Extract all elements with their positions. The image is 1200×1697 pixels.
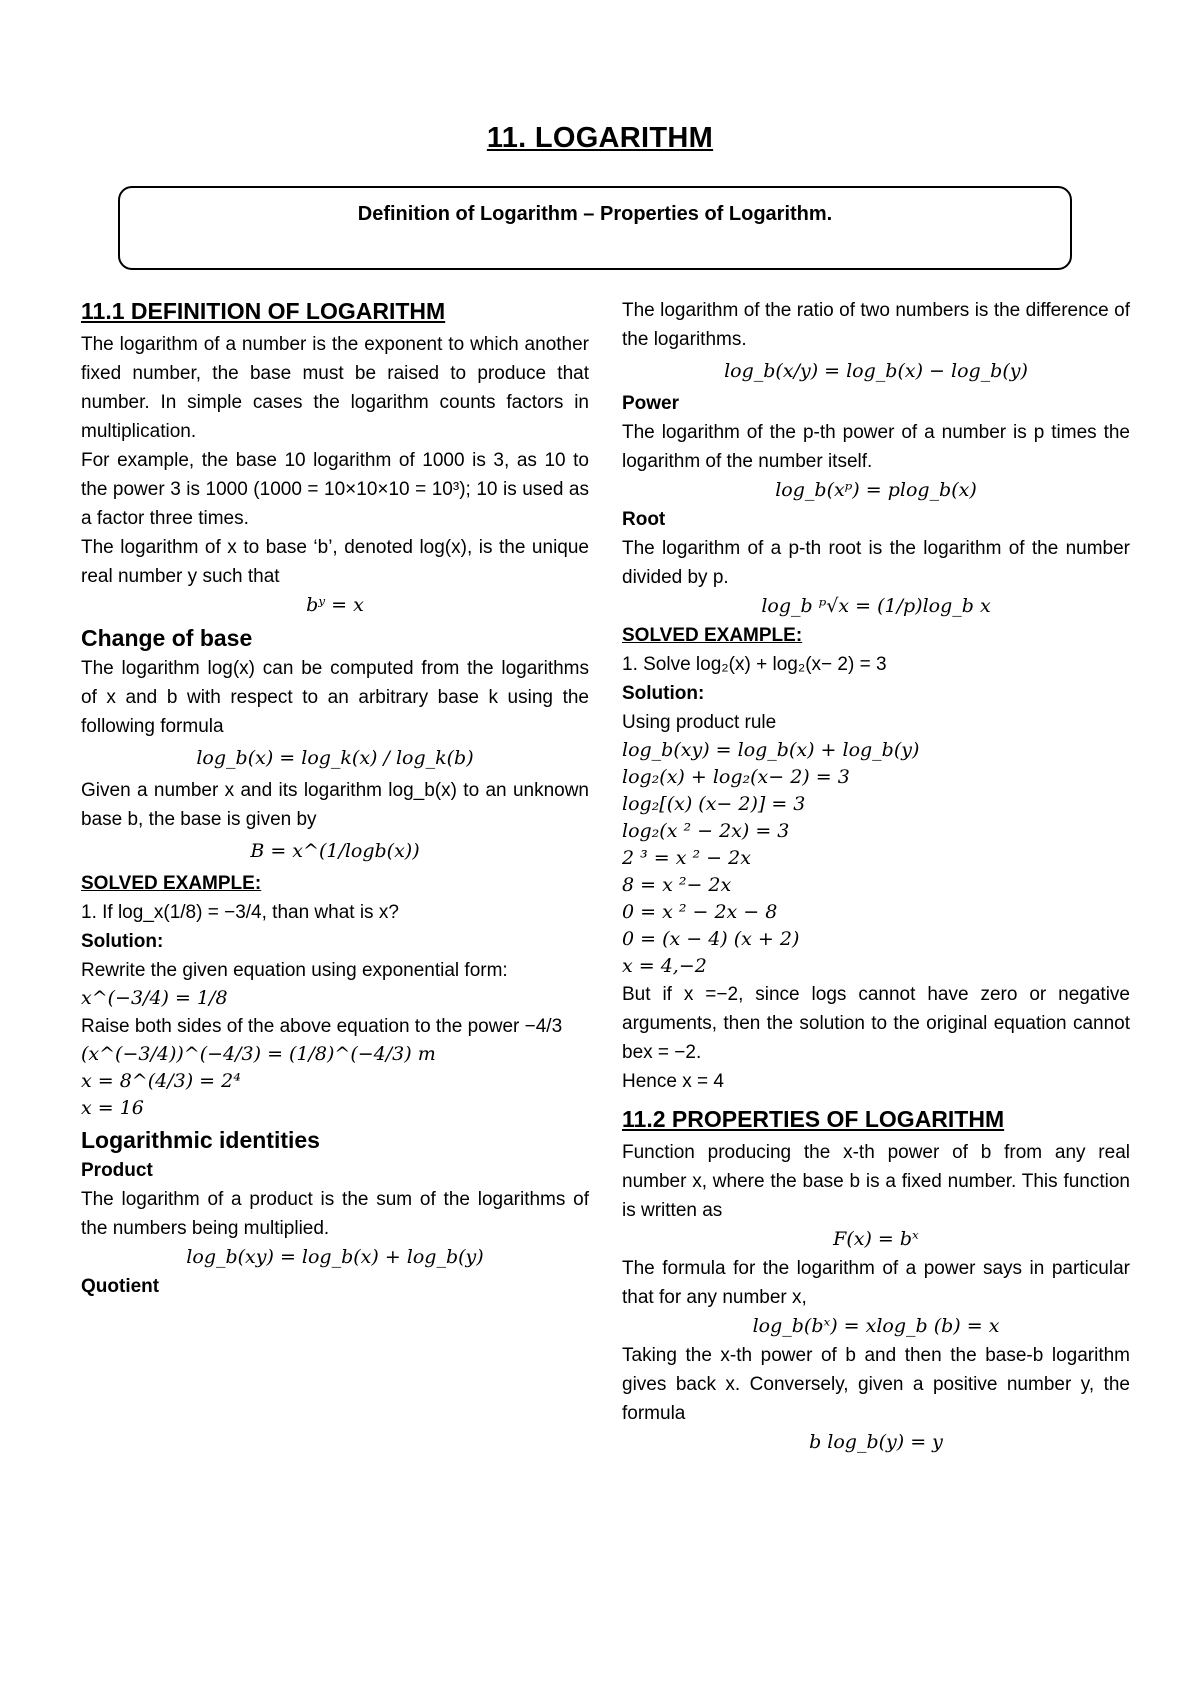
root-label: Root xyxy=(622,509,666,530)
identities-heading: Logarithmic identities xyxy=(81,1127,320,1153)
solution-label: Solution: xyxy=(81,931,164,952)
example-paragraph: For example, the base 10 logarithm of 1000 is 3, as 10 to the power 3 is 1000 (1000 = 10×10×10 = 10³); 10 is used as a factor three times. xyxy=(81,450,589,529)
but-paragraph: But if x =−2, since logs cannot have zero or negative arguments, then the solution to the original equation cannot bex = −2. xyxy=(622,984,1130,1063)
rewrite-line: Rewrite the given equation using exponential form: xyxy=(81,960,508,981)
subtitle: Definition of Logarithm – Properties of Logarithm. xyxy=(357,203,833,225)
product-label: Product xyxy=(81,1160,153,1181)
product-rule-line: Using product rule xyxy=(622,712,777,733)
example-question-right: 1. Solve log₂(x) + log₂(x− 2) = 3 xyxy=(622,654,887,675)
section-heading-properties: 11.2 PROPERTIES OF LOGARITHM xyxy=(622,1106,1005,1132)
taking-paragraph: Taking the x-th power of b and then the base-b logarithm gives back x. Conversely, given a positive number y, the formula xyxy=(622,1345,1130,1424)
change-of-base-paragraph: The logarithm log(x) can be computed from the logarithms of x and b with respect to an arbitrary base k using the following formula xyxy=(81,658,589,737)
left-column xyxy=(81,296,589,1301)
quotient-paragraph: The logarithm of the ratio of two numbers is the difference of the logarithms. xyxy=(622,300,1130,350)
quotient-equation: log_b(x/y) = log_b(x) − log_b(y) xyxy=(724,360,1028,382)
power-paragraph: The logarithm of the p-th power of a number is p times the logarithm of the number itself. xyxy=(622,422,1130,472)
function-paragraph: Function producing the x-th power of b from any real number x, where the base b is a fixed number. This function is written as xyxy=(622,1142,1130,1221)
solution-step: 8 = x ²− 2x xyxy=(622,874,732,896)
solution-step: 0 = x ² − 2x − 8 xyxy=(622,901,778,923)
raise-equation: (x^(−3/4))^(−4/3) = (1/8)^(−4/3) m xyxy=(81,1043,436,1065)
formula-paragraph: The formula for the logarithm of a power says in particular that for any number x, xyxy=(622,1258,1130,1308)
given-paragraph: Given a number x and its logarithm log_b(x) to an unknown base b, the base is given by xyxy=(81,780,589,830)
example-question: 1. If log_x(1/8) = −3/4, than what is x? xyxy=(81,902,399,923)
root-equation: log_b ᵖ√x = (1/p)log_b x xyxy=(761,595,991,617)
x-equation-1: x = 8^(4/3) = 2⁴ xyxy=(81,1070,241,1092)
solution-step: log₂(x) + log₂(x− 2) = 3 xyxy=(622,766,850,788)
equation-by: bʸ = x xyxy=(306,594,364,616)
raise-line: Raise both sides of the above equation to the power −4/3 xyxy=(81,1016,563,1037)
quotient-label: Quotient xyxy=(81,1276,160,1297)
logx-paragraph: The logarithm of x to base ‘b’, denoted log(x), is the unique real number y such that xyxy=(81,537,589,587)
hence-line: Hence x = 4 xyxy=(622,1071,724,1092)
final-equation: b log_b(y) = y xyxy=(809,1431,943,1453)
formula-equation: log_b(bˣ) = xlog_b (b) = x xyxy=(752,1315,1000,1337)
right-column xyxy=(622,296,1130,1457)
section-heading-definition: 11.1 DEFINITION OF LOGARITHM xyxy=(81,298,446,324)
definition-paragraph: The logarithm of a number is the exponent to which another fixed number, the base must be raised to produce that number. In simple cases the logarithm counts factors in multiplication. xyxy=(81,334,589,442)
power-equation: log_b(xᵖ) = plog_b(x) xyxy=(775,479,977,501)
function-equation: F(x) = bˣ xyxy=(833,1228,919,1250)
root-paragraph: The logarithm of a p-th root is the logarithm of the number divided by p. xyxy=(622,538,1130,588)
rewrite-equation: x^(−3/4) = 1/8 xyxy=(81,987,228,1009)
change-of-base-heading: Change of base xyxy=(81,625,253,651)
x-equation-2: x = 16 xyxy=(81,1097,144,1119)
product-paragraph: The logarithm of a product is the sum of the logarithms of the numbers being multiplied. xyxy=(81,1189,589,1239)
page-title: 11. LOGARITHM xyxy=(486,122,714,154)
solved-example-label-right: SOLVED EXAMPLE: xyxy=(622,625,803,646)
power-label: Power xyxy=(622,393,680,414)
solution-step: x = 4,−2 xyxy=(622,955,707,977)
equation-base: B = x^(1/logb(x)) xyxy=(250,840,420,862)
subtitle-box xyxy=(118,186,1072,270)
solution-step: 0 = (x − 4) (x + 2) xyxy=(622,928,800,950)
solution-step: 2 ³ = x ² − 2x xyxy=(622,847,751,869)
product-equation: log_b(xy) = log_b(x) + log_b(y) xyxy=(186,1246,484,1268)
solution-step: log_b(xy) = log_b(x) + log_b(y) xyxy=(622,739,920,761)
solution-step: log₂(x ² − 2x) = 3 xyxy=(622,820,790,842)
equation-change-of-base: log_b(x) = log_k(x) / log_k(b) xyxy=(196,747,474,769)
solution-label-right: Solution: xyxy=(622,683,705,704)
solved-example-label: SOLVED EXAMPLE: xyxy=(81,873,262,894)
solution-step: log₂[(x) (x− 2)] = 3 xyxy=(622,793,806,815)
